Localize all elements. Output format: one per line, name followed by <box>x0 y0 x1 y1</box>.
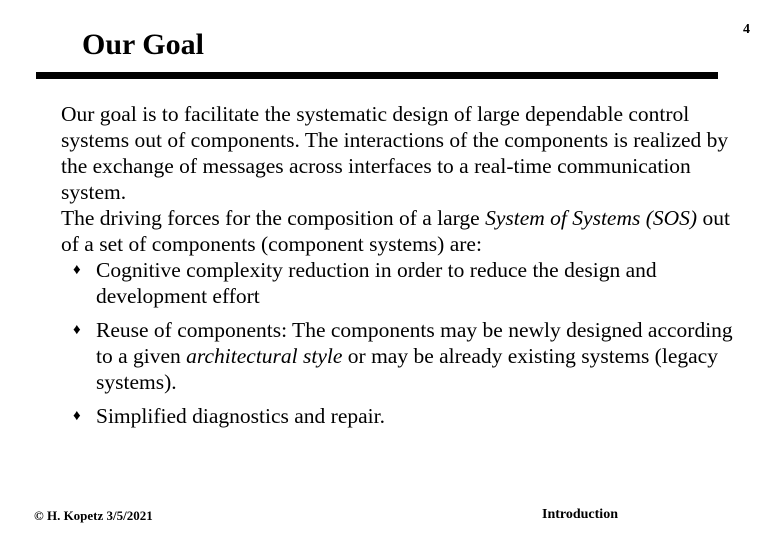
sos-term: System of Systems (SOS) <box>485 206 698 230</box>
list-item-text-start: Reuse of components: The components may be newly designed according to a given <box>96 318 733 368</box>
driving-forces-text-end: out of a set of components (component systems) are: <box>61 206 730 256</box>
slide-body <box>61 101 751 429</box>
title-underline <box>36 72 718 79</box>
diamond-icon: ♦ <box>73 322 81 338</box>
list-item <box>61 257 751 309</box>
intro-paragraph: Our goal is to facilitate the systematic design of large dependable control systems out of components. The interactions of the components is realized by the exchange of messages across interfaces to a real-time communication system. <box>61 102 729 204</box>
driving-forces-list <box>61 257 751 429</box>
driving-forces-paragraph <box>61 205 751 257</box>
driving-forces-text-start: The driving forces for the composition of a large <box>61 206 486 230</box>
list-item-text-end: or may be already existing systems (legacy systems). <box>96 344 718 394</box>
list-item-text: Cognitive complexity reduction in order to reduce the design and development effort <box>96 258 657 308</box>
list-item-text: Simplified diagnostics and repair. <box>96 404 386 428</box>
list-item <box>61 317 751 395</box>
list-item <box>61 403 751 429</box>
architectural-style-term: architectural style <box>186 344 343 368</box>
footer-section-label: Introduction <box>542 507 618 522</box>
diamond-icon: ♦ <box>73 262 81 278</box>
page-number: 4 <box>743 22 750 37</box>
slide-title: Our Goal <box>82 28 204 61</box>
diamond-icon: ♦ <box>73 408 81 424</box>
footer-copyright: © H. Kopetz 3/5/2021 <box>34 508 153 523</box>
